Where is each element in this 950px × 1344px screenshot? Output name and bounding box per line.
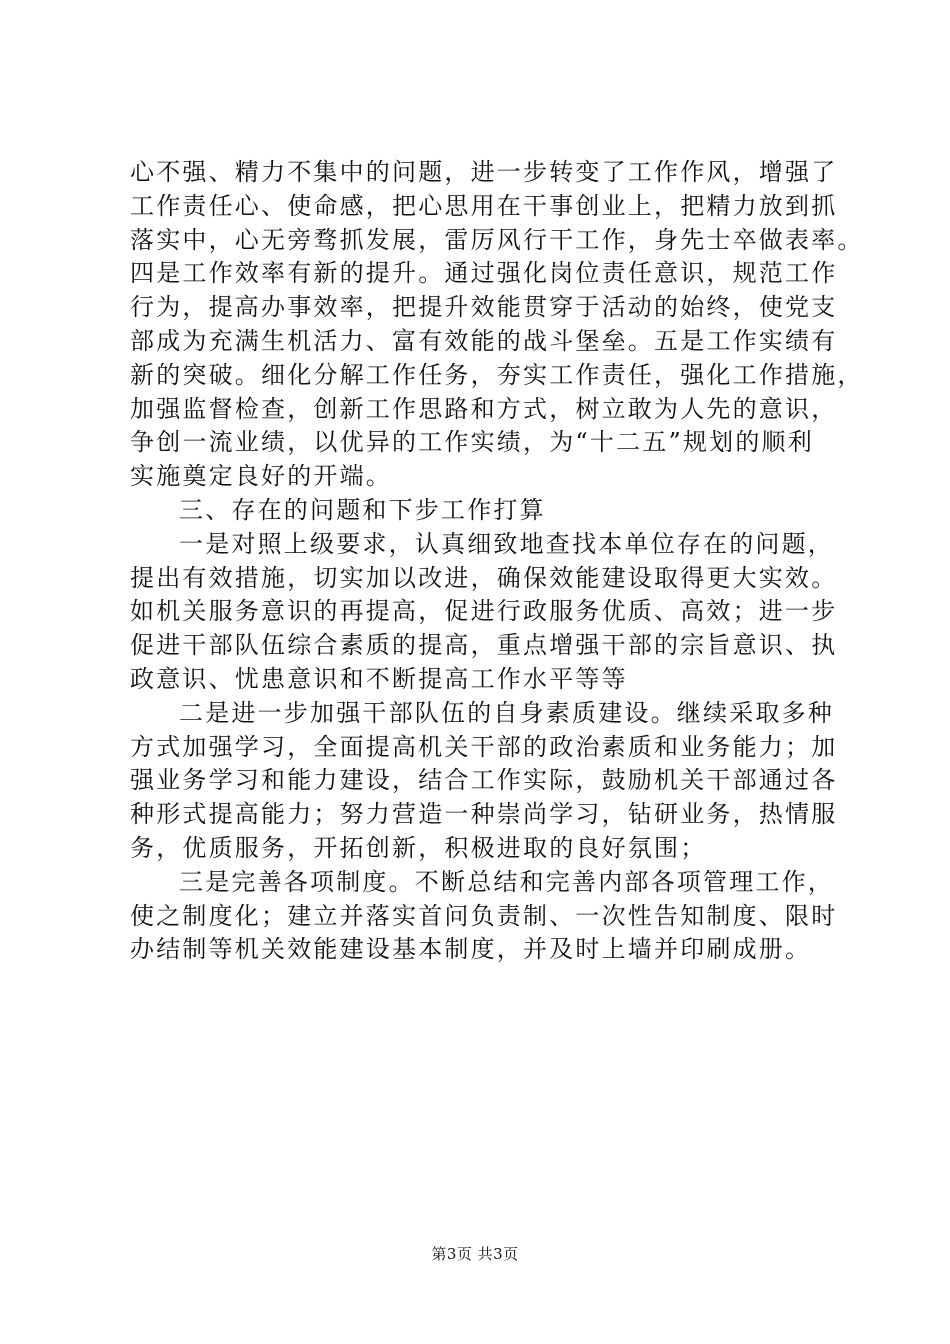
- text-line: 强业务学习和能力建设，结合工作实际，鼓励机关干部通过各: [130, 766, 838, 795]
- text-line: 行为，提高办事效率，把提升效能贯穿于活动的始终，使党支: [130, 293, 838, 322]
- text-line: 加强监督检查，创新工作思路和方式，树立敢为人先的意识，: [130, 394, 838, 423]
- text-line: 提出有效措施，切实加以改进，确保效能建设取得更大实效。: [130, 563, 838, 592]
- text-line: 使之制度化；建立并落实首问负责制、一次性告知制度、限时: [130, 901, 838, 930]
- text-line: 促进干部队伍综合素质的提高，重点增强干部的宗旨意识、执: [130, 631, 838, 660]
- text-line: 政意识、忧患意识和不断提高工作水平等等: [130, 664, 628, 693]
- paragraph-start-line: 一是对照上级要求，认真细致地查找本单位存在的问题，: [179, 529, 834, 558]
- text-line: 四是工作效率有新的提升。通过强化岗位责任意识，规范工作: [130, 259, 838, 288]
- text-line: 工作责任心、使命感，把心思用在干事创业上，把精力放到抓: [130, 191, 838, 220]
- text-line: 方式加强学习，全面提高机关干部的政治素质和业务能力；加: [130, 732, 838, 761]
- paragraph-start-line: 二是进一步加强干部队伍的自身素质建设。继续采取多种: [179, 698, 834, 727]
- text-line: 办结制等机关效能建设基本制度，并及时上墙并印刷成册。: [130, 935, 812, 964]
- text-line: 种形式提高能力；努力营造一种崇尚学习，钻研业务，热情服: [130, 800, 838, 829]
- document-body: [130, 156, 864, 967]
- section-heading: 三、存在的问题和下步工作打算: [179, 495, 546, 524]
- text-line: 务，优质服务，开拓创新，积极进取的良好氛围；: [130, 833, 707, 862]
- text-line: 新的突破。细化分解工作任务，夯实工作责任，强化工作措施，: [130, 360, 864, 389]
- text-line: 心不强、精力不集中的问题，进一步转变了工作作风，增强了: [130, 158, 838, 186]
- text-line: 争创一流业绩，以优异的工作实绩，为“十二五”规划的顺利: [130, 428, 814, 457]
- text-line: 部成为充满生机活力、富有效能的战斗堡垒。五是工作实绩有: [130, 326, 838, 355]
- text-line: 实施奠定良好的开端。: [130, 462, 392, 491]
- text-line: 如机关服务意识的再提高，促进行政服务优质、高效；进一步: [130, 597, 838, 626]
- text-line: 落实中，心无旁骛抓发展，雷厉风行干工作，身先士卒做表率。: [130, 225, 864, 254]
- paragraph-start-line: 三是完善各项制度。不断总结和完善内部各项管理工作，: [179, 867, 834, 896]
- page-number-footer: 第3页 共3页: [431, 1245, 519, 1263]
